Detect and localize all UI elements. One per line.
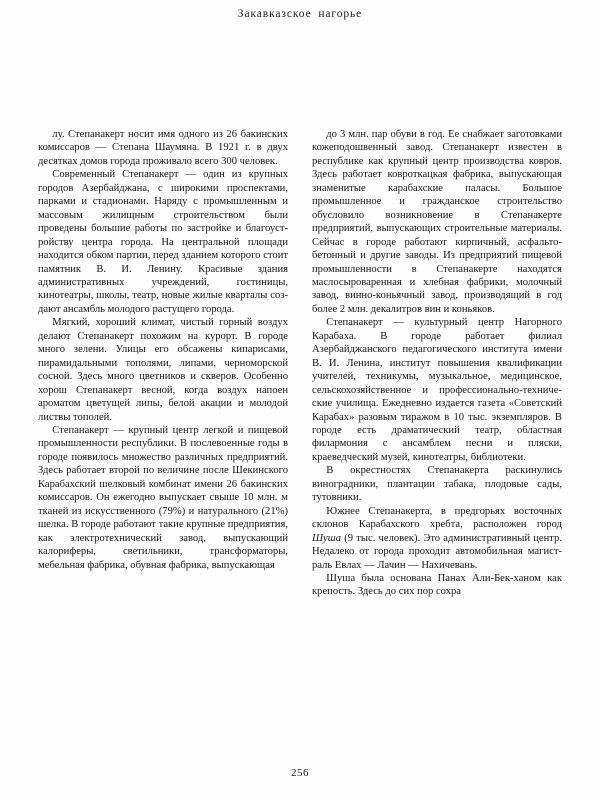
- running-head: Закавказское нагорье: [237, 8, 363, 20]
- paragraph: Современный Степанакерт — один из крупных городов Азербайджана, с широкими проспектами, парками и стадионами. Наряду с промышленным и массовым жилищным строительством были проведены большие работы по застройке и благоустройству центра города. На центральной площади находится обком партии, перед зданием которого стоит памятник В. И. Ленину. Красивые здания административных учреждений, гостиницы, кинотеатры, школы, театр, новые жилые кварталы создают ансамбль молодого растущего города.: [38, 169, 288, 315]
- emphasized-place-name: Шуша: [312, 532, 342, 544]
- column-right: [312, 128, 562, 599]
- paragraph: Шуша была основана Панах Али-Бек-ханом как крепость. Здесь до сих пор сохра: [312, 572, 562, 598]
- paragraph: до 3 млн. пар обуви в год. Ее снабжает заготовками кожеподошвенный завод. Степанакерт известен в республике как крупный центр производства ковров. Здесь работает ковроткацкая фабрика, выпускающая знаменитые карабахские паласы. Большое промышленное и гражданское строительство обусловило возникновение в Степанакерте предприятий, выпускающих строительные материалы. Сейчас в городе работают кирпичный, асфальто-бетонный и другие заводы. Из предприятий пищевой промышленности в Степанакерте находятся маслосыроваренная и хлебная фабрики, молочный завод, винно-коньячный завод, производящий в год более 2 млн. декалитров вин и коньяков.: [312, 129, 562, 315]
- paragraph: Степанакерт — культурный центр Нагорного Карабаха. В городе работает филиал Азербайджанского педагогического института имени В. И. Ленина, институт повышения квалификации учителей, техникумы, музыкальное, медицинское, сельскохозяйственное и профессионально-технические училища. Ежедневно издается газета «Советский Карабах» разовым тиражом в 10 тыс. экземпляров. В городе есть драматический театр, областная филармония с ансамблем песни и пляски, краеведческий музей, кинотеатры, библиотеки.: [312, 317, 562, 463]
- paragraph: Степанакерт — крупный центр легкой и пищевой промышленности республики. В послевоенные годы в городе появилось множество различных предприятий. Здесь работает второй по величине после Шекинского Карабахский шелковый комбинат имени 26 бакинских комиссаров. Он ежегодно выпускает свыше 10 млн. м тканей из искусственного (79%) и натурального (21%) шелка. В городе работают такие крупные предприятия, как электротехнический завод, выпускающий калориферы, светильники, трансформаторы, мебельная фабрика, обувная фабрика, выпускающая: [38, 424, 288, 571]
- page-number: 256: [291, 767, 309, 779]
- paragraph: В окрестностях Степанакерта раскинулись виноградники, плантации табака, плодовые сады, тутовники.: [312, 465, 562, 504]
- paragraph: Южнее Степанакерта, в предгорьях восточных склонов Карабахского хребта, расположен город Шуша (9 тыс. человек). Это административный центр. Недалеко от города проходит автомобильная магистраль Евлах — Лачин — Нахичевань.: [312, 505, 562, 571]
- column-left: [38, 128, 288, 599]
- paragraph: лу. Степанакерт носит имя одного из 26 бакинских комиссаров — Степана Шаумяна. В 1921 г. в двух десятках домов города проживало всего 300 человек.: [38, 129, 288, 167]
- text-body: [38, 128, 562, 599]
- paragraph: Мягкий, хороший климат, чистый горный воздух делают Степанакерт похожим на курорт. В городе много зелени. Улицы его обсажены кипарисами, пирамидальными тополями, липами, черноморской сосной. Здесь много цветников и скверов. Особенно хорош Степанакерт весной, когда воздух напоен ароматом цветущей липы, белой акации и молодой листвы тополей.: [38, 317, 288, 423]
